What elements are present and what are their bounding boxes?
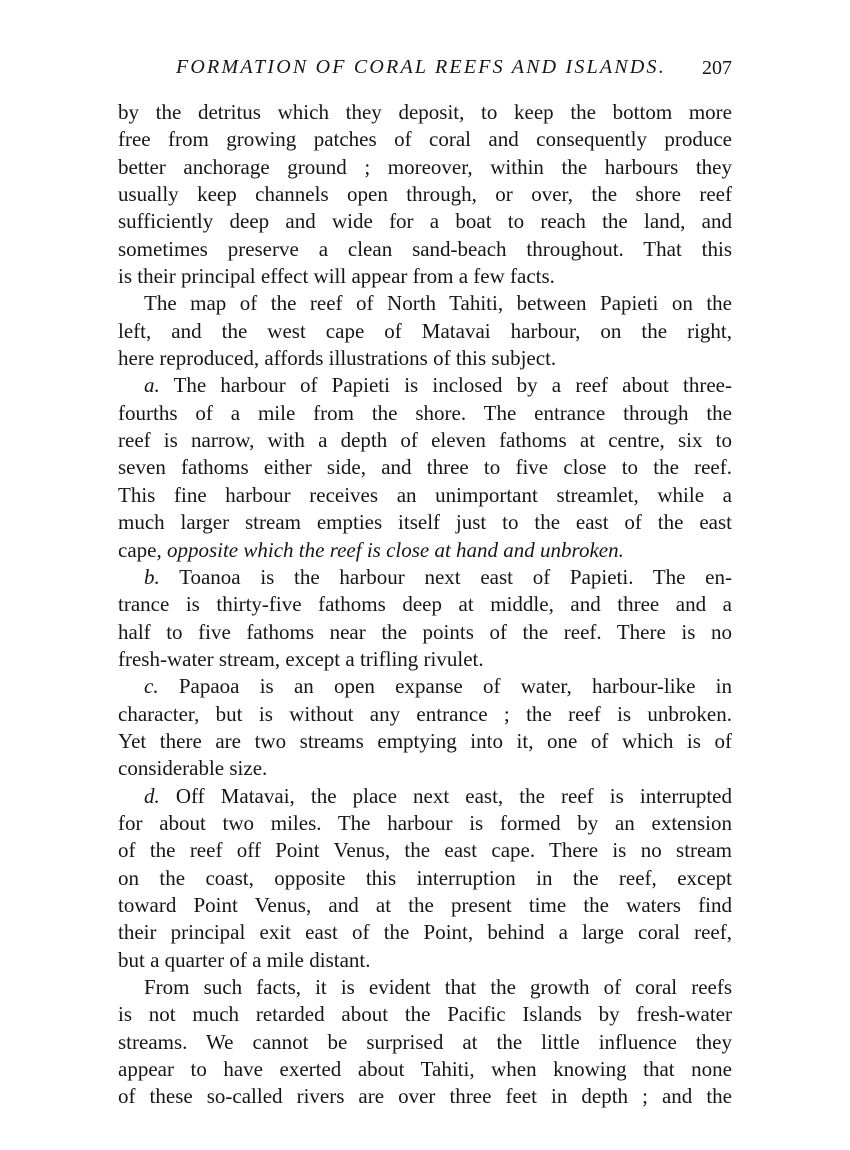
- item-marker: d.: [144, 783, 160, 808]
- text-line: half to five fathoms near the points of the reef. There is no: [118, 619, 732, 644]
- text-line: left, and the west cape of Matavai harbour, on the right,: [118, 318, 732, 343]
- text-run: Papaoa is an open expanse of water, harbour-like in: [158, 674, 732, 699]
- text-line: seven fathoms either side, and three to five close to the reef.: [118, 455, 732, 480]
- text-line: Yet there are two streams emptying into it, one of which is of: [118, 728, 732, 753]
- text-line: but a quarter of a mile distant.: [118, 947, 371, 972]
- page-number: 207: [702, 57, 732, 79]
- text-line: here reproduced, affords illustrations of this subject.: [118, 346, 557, 371]
- text-line: From such facts, it is evident that the growth of coral reefs: [144, 975, 732, 999]
- text-line: character, but is without any entrance ; the reef is unbroken.: [118, 701, 732, 726]
- text-line: much larger stream empties itself just to the east of the east: [118, 510, 732, 535]
- text-line: trance is thirty-five fathoms deep at middle, and three and a: [118, 592, 732, 617]
- paragraph-item-d: [118, 783, 732, 974]
- text-run: cape,: [118, 537, 167, 562]
- text-line: considerable size.: [118, 756, 268, 781]
- text-line: by the detritus which they deposit, to keep the bottom more: [118, 100, 732, 124]
- item-marker: a.: [144, 373, 160, 398]
- text-line: free from growing patches of coral and consequently produce: [118, 127, 732, 152]
- text-line: fourths of a mile from the shore. The entrance through the: [118, 400, 732, 425]
- text-line: their principal exit east of the Point, behind a large coral reef,: [118, 920, 732, 945]
- paragraph-item-b: [118, 564, 732, 673]
- body-text: [118, 99, 732, 1111]
- text-line: fresh-water stream, except a trifling rivulet.: [118, 646, 484, 671]
- text-line: streams. We cannot be surprised at the little influence they: [118, 1029, 732, 1054]
- item-marker: b.: [144, 564, 160, 589]
- text-line: on the coast, opposite this interruption in the reef, except: [118, 865, 732, 890]
- text-line: sometimes preserve a clean sand-beach throughout. That this: [118, 236, 732, 261]
- text-run: The harbour of Papieti is inclosed by a reef about three-: [159, 373, 732, 398]
- paragraph-conclusion: [118, 974, 732, 1111]
- paragraph-map-intro: [118, 290, 732, 372]
- text-line: of the reef off Point Venus, the east cape. There is no stream: [118, 838, 732, 863]
- text-line: for about two miles. The harbour is formed by an extension: [118, 810, 732, 835]
- page-header: [118, 56, 732, 84]
- text-line: is their principal effect will appear from a few facts.: [118, 264, 555, 289]
- text-line: [118, 372, 732, 399]
- text-line: This fine harbour receives an unimportant streamlet, while a: [118, 482, 732, 507]
- italic-emphasis: opposite which the reef is close at hand and unbroken.: [166, 537, 624, 562]
- paragraph-item-a: [118, 372, 732, 563]
- text-line: [118, 783, 732, 810]
- text-line: The map of the reef of North Tahiti, between Papieti on the: [144, 291, 732, 316]
- text-line: is not much retarded about the Pacific Islands by fresh-water: [118, 1002, 732, 1027]
- item-marker: c.: [144, 674, 159, 699]
- text-line: usually keep channels open through, or over, the shore reef: [118, 182, 732, 207]
- running-head: FORMATION OF CORAL REEFS AND ISLANDS.: [176, 56, 666, 78]
- text-line: [118, 564, 732, 591]
- text-run: Toanoa is the harbour next east of Papieti. The en-: [159, 564, 732, 589]
- text-line: [118, 673, 732, 700]
- text-line: appear to have exerted about Tahiti, when knowing that none: [118, 1057, 732, 1082]
- paragraph-continuation: [118, 99, 732, 290]
- text-line: sufficiently deep and wide for a boat to reach the land, and: [118, 209, 732, 234]
- text-line: better anchorage ground ; moreover, within the harbours they: [118, 154, 732, 179]
- text-line: [118, 537, 732, 564]
- paragraph-item-c: [118, 673, 732, 782]
- text-line: of these so-called rivers are over three feet in depth ; and the: [118, 1084, 732, 1109]
- text-line: reef is narrow, with a depth of eleven fathoms at centre, six to: [118, 428, 732, 453]
- text-line: toward Point Venus, and at the present time the waters find: [118, 892, 732, 917]
- text-run: Off Matavai, the place next east, the reef is interrupted: [159, 783, 732, 808]
